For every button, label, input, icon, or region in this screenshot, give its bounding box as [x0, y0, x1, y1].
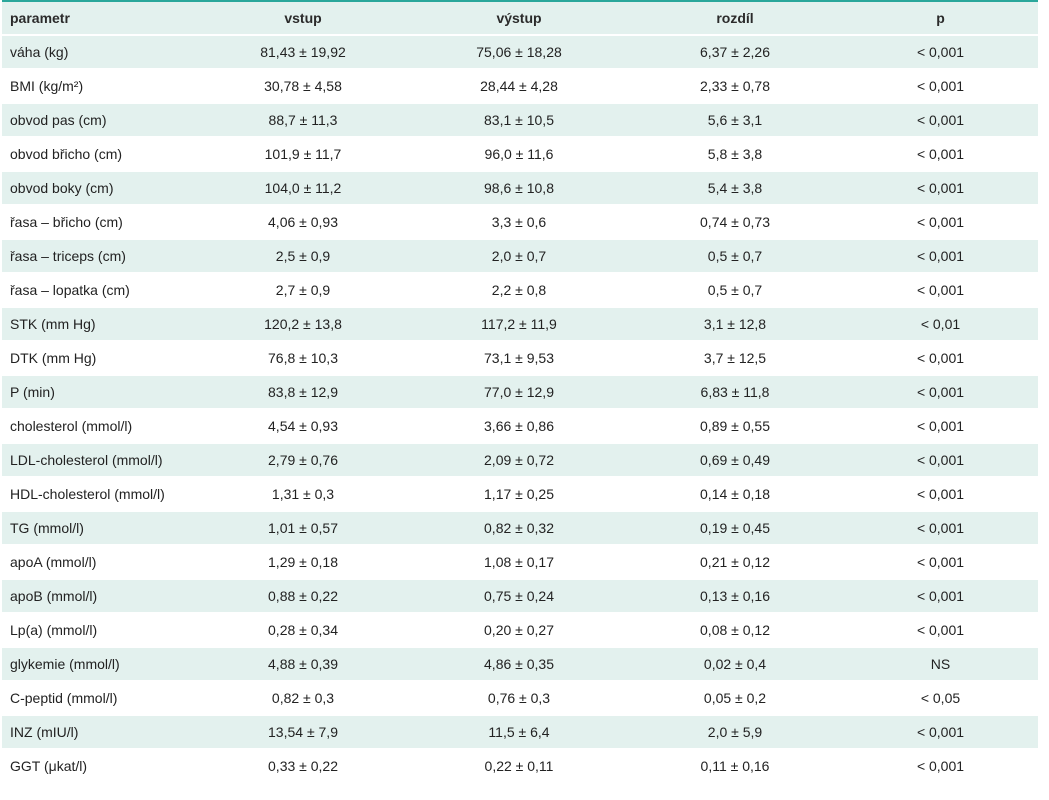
cell-p: < 0,01 — [843, 307, 1038, 341]
cell-parametr: obvod břicho (cm) — [2, 137, 195, 171]
table-row — [2, 545, 1038, 579]
cell-rozdil: 2,0 ± 5,9 — [627, 715, 843, 749]
cell-vstup: 101,9 ± 11,7 — [195, 137, 411, 171]
table-row — [2, 103, 1038, 137]
cell-rozdil: 3,7 ± 12,5 — [627, 341, 843, 375]
cell-p: < 0,001 — [843, 409, 1038, 443]
cell-parametr: INZ (mIU/l) — [2, 715, 195, 749]
cell-parametr: glykemie (mmol/l) — [2, 647, 195, 681]
cell-vystup: 0,76 ± 0,3 — [411, 681, 627, 715]
cell-vstup: 0,88 ± 0,22 — [195, 579, 411, 613]
cell-p: < 0,05 — [843, 681, 1038, 715]
cell-vystup: 73,1 ± 9,53 — [411, 341, 627, 375]
cell-parametr: cholesterol (mmol/l) — [2, 409, 195, 443]
cell-rozdil: 0,5 ± 0,7 — [627, 273, 843, 307]
cell-vstup: 13,54 ± 7,9 — [195, 715, 411, 749]
cell-rozdil: 0,89 ± 0,55 — [627, 409, 843, 443]
cell-rozdil: 0,5 ± 0,7 — [627, 239, 843, 273]
cell-parametr: GGT (μkat/l) — [2, 749, 195, 783]
table-row — [2, 647, 1038, 681]
cell-vystup: 3,3 ± 0,6 — [411, 205, 627, 239]
table-row — [2, 341, 1038, 375]
cell-vstup: 0,82 ± 0,3 — [195, 681, 411, 715]
header-row — [2, 2, 1038, 35]
table-body — [2, 35, 1038, 783]
cell-vystup: 98,6 ± 10,8 — [411, 171, 627, 205]
table-row — [2, 307, 1038, 341]
cell-rozdil: 0,08 ± 0,12 — [627, 613, 843, 647]
cell-p: < 0,001 — [843, 103, 1038, 137]
cell-parametr: BMI (kg/m²) — [2, 69, 195, 103]
cell-parametr: obvod pas (cm) — [2, 103, 195, 137]
cell-vystup: 0,75 ± 0,24 — [411, 579, 627, 613]
cell-vystup: 75,06 ± 18,28 — [411, 35, 627, 69]
table-row — [2, 409, 1038, 443]
cell-rozdil: 0,13 ± 0,16 — [627, 579, 843, 613]
cell-rozdil: 3,1 ± 12,8 — [627, 307, 843, 341]
cell-vstup: 0,28 ± 0,34 — [195, 613, 411, 647]
cell-vystup: 11,5 ± 6,4 — [411, 715, 627, 749]
cell-vstup: 1,01 ± 0,57 — [195, 511, 411, 545]
table-row — [2, 715, 1038, 749]
cell-vstup: 1,29 ± 0,18 — [195, 545, 411, 579]
cell-vystup: 0,82 ± 0,32 — [411, 511, 627, 545]
cell-p: < 0,001 — [843, 375, 1038, 409]
cell-parametr: obvod boky (cm) — [2, 171, 195, 205]
cell-vstup: 2,79 ± 0,76 — [195, 443, 411, 477]
cell-vstup: 30,78 ± 4,58 — [195, 69, 411, 103]
cell-parametr: STK (mm Hg) — [2, 307, 195, 341]
cell-vystup: 2,09 ± 0,72 — [411, 443, 627, 477]
cell-parametr: Lp(a) (mmol/l) — [2, 613, 195, 647]
cell-rozdil: 6,37 ± 2,26 — [627, 35, 843, 69]
cell-vystup: 1,08 ± 0,17 — [411, 545, 627, 579]
cell-p: < 0,001 — [843, 443, 1038, 477]
cell-p: < 0,001 — [843, 613, 1038, 647]
cell-vstup: 4,06 ± 0,93 — [195, 205, 411, 239]
table-row — [2, 137, 1038, 171]
cell-vystup: 2,0 ± 0,7 — [411, 239, 627, 273]
table-row — [2, 35, 1038, 69]
header-p: p — [843, 2, 1038, 35]
table-row — [2, 681, 1038, 715]
cell-rozdil: 0,74 ± 0,73 — [627, 205, 843, 239]
table-row — [2, 749, 1038, 783]
cell-parametr: C-peptid (mmol/l) — [2, 681, 195, 715]
cell-vystup: 3,66 ± 0,86 — [411, 409, 627, 443]
cell-vystup: 0,22 ± 0,11 — [411, 749, 627, 783]
cell-rozdil: 2,33 ± 0,78 — [627, 69, 843, 103]
cell-vystup: 83,1 ± 10,5 — [411, 103, 627, 137]
cell-vstup: 1,31 ± 0,3 — [195, 477, 411, 511]
table-row — [2, 477, 1038, 511]
cell-p: < 0,001 — [843, 273, 1038, 307]
table-row — [2, 613, 1038, 647]
cell-p: < 0,001 — [843, 35, 1038, 69]
cell-vystup: 117,2 ± 11,9 — [411, 307, 627, 341]
cell-parametr: váha (kg) — [2, 35, 195, 69]
cell-vstup: 2,5 ± 0,9 — [195, 239, 411, 273]
cell-vstup: 0,33 ± 0,22 — [195, 749, 411, 783]
cell-p: < 0,001 — [843, 69, 1038, 103]
cell-vstup: 120,2 ± 13,8 — [195, 307, 411, 341]
header-vstup: vstup — [195, 2, 411, 35]
cell-parametr: DTK (mm Hg) — [2, 341, 195, 375]
cell-p: < 0,001 — [843, 239, 1038, 273]
cell-rozdil: 0,69 ± 0,49 — [627, 443, 843, 477]
cell-rozdil: 5,4 ± 3,8 — [627, 171, 843, 205]
cell-p: < 0,001 — [843, 171, 1038, 205]
cell-vystup: 1,17 ± 0,25 — [411, 477, 627, 511]
table-row — [2, 375, 1038, 409]
cell-vstup: 4,54 ± 0,93 — [195, 409, 411, 443]
cell-vstup: 2,7 ± 0,9 — [195, 273, 411, 307]
cell-vystup: 0,20 ± 0,27 — [411, 613, 627, 647]
cell-p: < 0,001 — [843, 341, 1038, 375]
table-row — [2, 69, 1038, 103]
table-row — [2, 511, 1038, 545]
cell-vystup: 4,86 ± 0,35 — [411, 647, 627, 681]
cell-parametr: P (min) — [2, 375, 195, 409]
cell-p: < 0,001 — [843, 511, 1038, 545]
cell-rozdil: 0,11 ± 0,16 — [627, 749, 843, 783]
table-row — [2, 171, 1038, 205]
header-vystup: výstup — [411, 2, 627, 35]
table-row — [2, 205, 1038, 239]
cell-p: < 0,001 — [843, 205, 1038, 239]
cell-p: < 0,001 — [843, 749, 1038, 783]
cell-parametr: řasa – břicho (cm) — [2, 205, 195, 239]
cell-parametr: HDL-cholesterol (mmol/l) — [2, 477, 195, 511]
table-row — [2, 579, 1038, 613]
cell-vstup: 104,0 ± 11,2 — [195, 171, 411, 205]
cell-p: < 0,001 — [843, 545, 1038, 579]
cell-rozdil: 0,02 ± 0,4 — [627, 647, 843, 681]
cell-parametr: apoB (mmol/l) — [2, 579, 195, 613]
table-row — [2, 273, 1038, 307]
cell-vystup: 77,0 ± 12,9 — [411, 375, 627, 409]
header-rozdil: rozdíl — [627, 2, 843, 35]
cell-rozdil: 6,83 ± 11,8 — [627, 375, 843, 409]
cell-vstup: 76,8 ± 10,3 — [195, 341, 411, 375]
cell-vstup: 4,88 ± 0,39 — [195, 647, 411, 681]
cell-rozdil: 0,05 ± 0,2 — [627, 681, 843, 715]
cell-rozdil: 0,19 ± 0,45 — [627, 511, 843, 545]
cell-parametr: apoA (mmol/l) — [2, 545, 195, 579]
header-parametr: parametr — [2, 2, 195, 35]
cell-vstup: 81,43 ± 19,92 — [195, 35, 411, 69]
table-row — [2, 239, 1038, 273]
cell-rozdil: 5,8 ± 3,8 — [627, 137, 843, 171]
cell-parametr: TG (mmol/l) — [2, 511, 195, 545]
table-header — [2, 2, 1038, 35]
cell-parametr: LDL-cholesterol (mmol/l) — [2, 443, 195, 477]
cell-parametr: řasa – triceps (cm) — [2, 239, 195, 273]
results-table — [2, 2, 1038, 784]
table-row — [2, 443, 1038, 477]
cell-vystup: 28,44 ± 4,28 — [411, 69, 627, 103]
cell-p: < 0,001 — [843, 477, 1038, 511]
cell-vystup: 2,2 ± 0,8 — [411, 273, 627, 307]
cell-rozdil: 5,6 ± 3,1 — [627, 103, 843, 137]
cell-vstup: 83,8 ± 12,9 — [195, 375, 411, 409]
cell-parametr: řasa – lopatka (cm) — [2, 273, 195, 307]
cell-vstup: 88,7 ± 11,3 — [195, 103, 411, 137]
cell-p: NS — [843, 647, 1038, 681]
cell-rozdil: 0,21 ± 0,12 — [627, 545, 843, 579]
cell-p: < 0,001 — [843, 579, 1038, 613]
cell-rozdil: 0,14 ± 0,18 — [627, 477, 843, 511]
cell-p: < 0,001 — [843, 715, 1038, 749]
cell-vystup: 96,0 ± 11,6 — [411, 137, 627, 171]
cell-p: < 0,001 — [843, 137, 1038, 171]
